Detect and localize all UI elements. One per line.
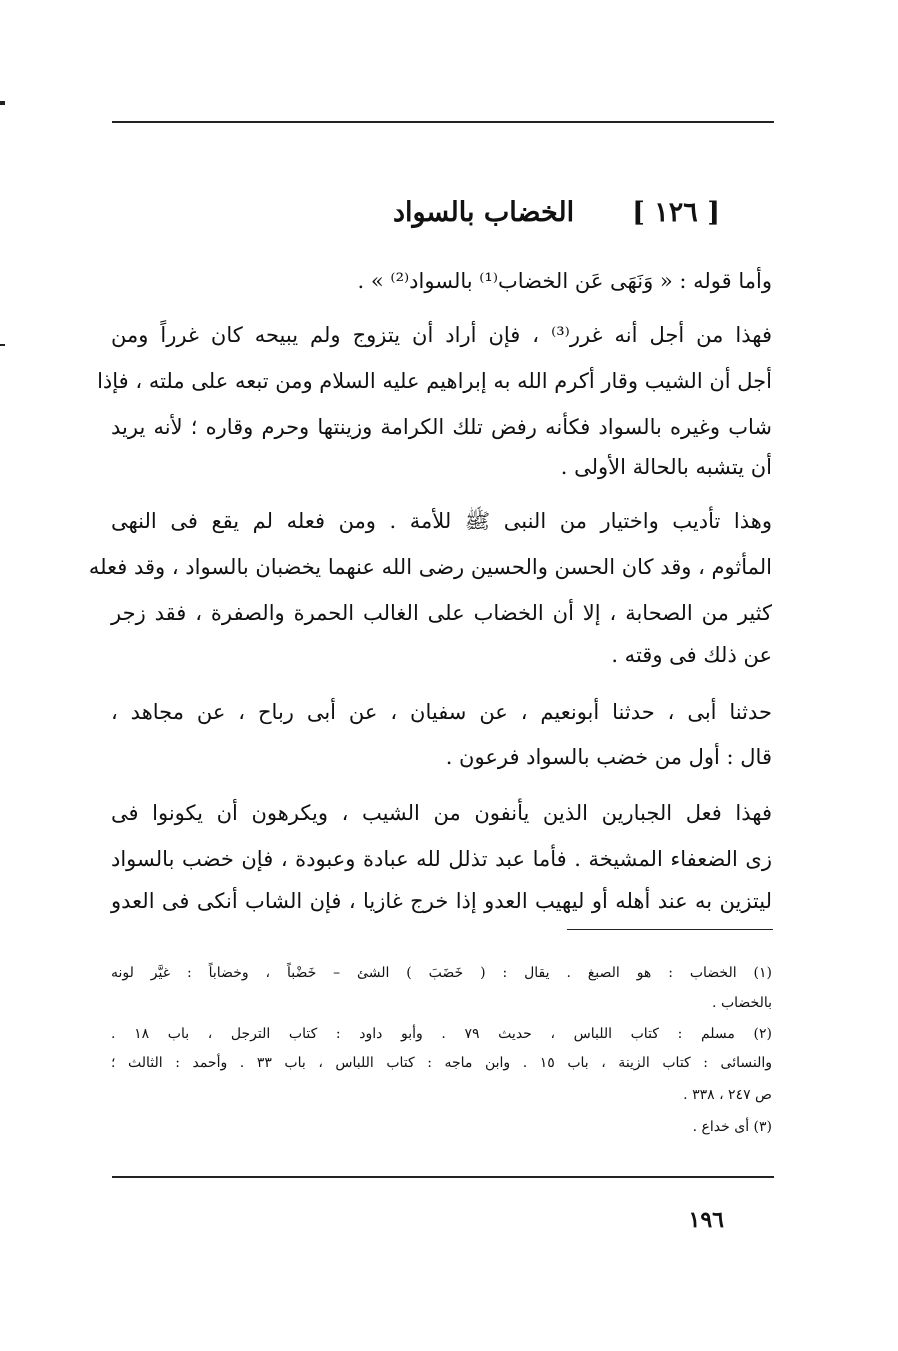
section-number: [ ١٢٦ ] — [632, 196, 720, 228]
bottom-rule — [112, 1176, 774, 1178]
footnote-line: والنسائى : كتاب الزينة ، باب ١٥ . وابن ماجه : كتاب اللباس ، باب ٣٣ . وأحمد : الثالث ؛ — [111, 1055, 772, 1071]
section-header — [340, 190, 720, 234]
body-line: أن يتشبه بالحالة الأولى . — [560, 455, 772, 479]
body-line: عن ذلك فى وقته . — [611, 643, 772, 667]
footnote-line: ص ٢٤٧ ، ٣٣٨ . — [683, 1087, 772, 1103]
footnote-rule — [567, 929, 773, 930]
body-line: فهذا فعل الجبارين الذين يأنفون من الشيب ، ويكرهون أن يكونوا فى — [111, 801, 772, 825]
body-line: أجل أن الشيب وقار أكرم الله به إبراهيم عليه السلام ومن تبعه على ملته ، فإذا — [97, 369, 772, 393]
scan-mark — [0, 344, 5, 346]
footnote-line: (١) الخضاب : هو الصبغ . يقال : ( خَضَبَ ) الشئ – خَضْباً ، وخضاباً : غيَّر لونه — [111, 965, 772, 981]
body-line: زى الضعفاء المشيخة . فأما عبد تذلل لله عبادة وعبودة ، فإن خضب بالسواد — [111, 847, 772, 871]
body-line: فهذا من أجل أنه غرر⁽³⁾ ، فإن أراد أن يتزوج ولم يبيحه كان غرراً ومن — [111, 323, 772, 347]
body-line: شاب وغيره بالسواد فكأنه رفض تلك الكرامة وزينتها وحرم وقاره ؛ لأنه يريد — [111, 415, 772, 439]
body-line: قال : أول من خضب بالسواد فرعون . — [445, 745, 772, 769]
footnote-line: (٣) أى خداع . — [692, 1119, 772, 1135]
body-line: كثير من الصحابة ، إلا أن الخضاب على الغالب الحمرة والصفرة ، فقد زجر — [111, 601, 772, 625]
section-title: الخضاب بالسواد — [392, 196, 575, 228]
top-rule — [112, 121, 774, 123]
body-line: ليتزين به عند أهله أو ليهيب العدو إذا خرج غازيا ، فإن الشاب أنكى فى العدو — [111, 889, 772, 913]
body-line: المأثوم ، وقد كان الحسن والحسين رضى الله عنهما يخضبان بالسواد ، وقد فعله — [88, 555, 772, 579]
footnote-line: (٢) مسلم : كتاب اللباس ، حديث ٧٩ . وأبو داود : كتاب الترجل ، باب ١٨ . — [111, 1026, 772, 1042]
body-line: حدثنا أبى ، حدثنا أبونعيم ، عن سفيان ، عن أبى رباح ، عن مجاهد ، — [111, 700, 772, 724]
body-line: وأما قوله : « وَنَهَى عَن الخضاب⁽¹⁾ بالسواد⁽²⁾ » . — [357, 269, 772, 293]
body-line: وهذا تأديب واختيار من النبى ﷺ للأمة . ومن فعله لم يقع فى النهى — [111, 509, 772, 533]
footnote-line: بالخضاب . — [712, 995, 772, 1011]
page-number: ١٩٦ — [688, 1207, 724, 1233]
scan-mark — [0, 101, 5, 105]
